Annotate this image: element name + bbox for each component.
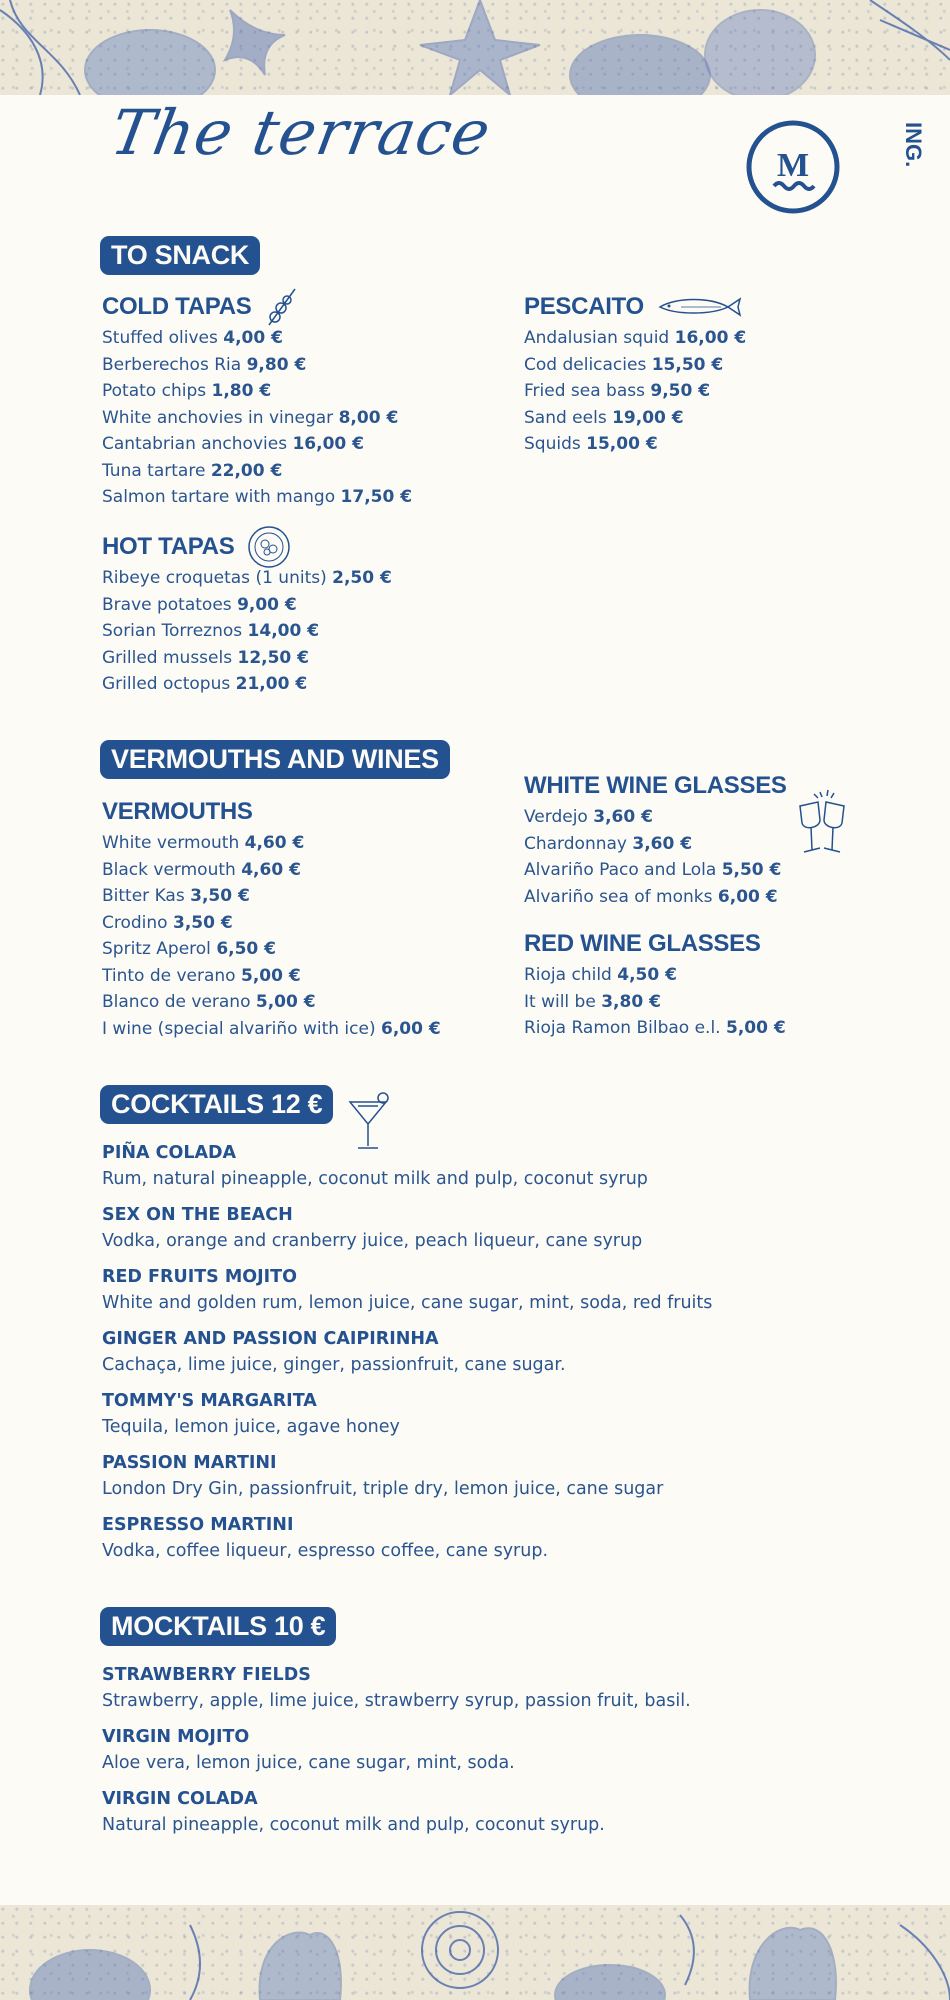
drink-name: PIÑA COLADA — [102, 1143, 237, 1163]
drink-item — [102, 1786, 605, 1838]
menu-item — [102, 458, 412, 485]
item-name: Brave potatoes — [102, 594, 232, 615]
item-price: 3,60 € — [593, 807, 653, 827]
menu-item — [102, 592, 392, 619]
item-price: 1,80 € — [211, 381, 272, 401]
menu-item — [102, 405, 412, 432]
item-name: Rioja child — [524, 965, 612, 985]
item-name: Chardonnay — [524, 833, 627, 854]
menu-item — [524, 325, 746, 352]
red-wine-block — [524, 929, 786, 1042]
section-cocktails: COCKTAILS 12 € — [100, 1085, 333, 1124]
item-name: Potato chips — [102, 381, 207, 401]
menu-item — [102, 857, 441, 884]
item-price: 4,50 € — [617, 965, 677, 985]
drink-name: RED FRUITS MOJITO — [102, 1267, 297, 1287]
item-price: 4,60 € — [241, 859, 301, 880]
menu-item — [102, 352, 412, 379]
cold-tapas-title: COLD TAPAS — [102, 292, 412, 322]
item-price: 16,00 € — [292, 434, 364, 454]
brand-logo — [744, 118, 842, 220]
drink-name: PASSION MARTINI — [102, 1453, 277, 1473]
menu-item — [102, 830, 441, 857]
item-price: 19,00 € — [612, 407, 684, 428]
item-name: Cod delicacies — [524, 354, 647, 375]
wine-glasses-toast-icon — [790, 786, 856, 858]
item-price: 3,80 € — [601, 991, 661, 1012]
item-price: 3,50 € — [172, 912, 233, 933]
menu-item — [524, 804, 787, 831]
seashell-pattern-bottom — [0, 1905, 950, 2000]
item-name: Alvariño sea of monks — [524, 886, 713, 907]
drink-name: VIRGIN COLADA — [102, 1789, 258, 1809]
item-price: 6,00 € — [717, 886, 778, 907]
menu-item — [524, 405, 746, 432]
item-name: Tinto de verano — [102, 965, 236, 986]
drink-name: SEX ON THE BEACH — [102, 1205, 293, 1225]
item-name: Ribeye croquetas (1 units) — [102, 568, 327, 588]
drink-description: Cachaça, lime juice, ginger, passionfruit, cane sugar. — [102, 1355, 566, 1375]
drink-description: Vodka, coffee liqueur, espresso coffee, cane syrup. — [102, 1541, 549, 1561]
menu-item — [102, 325, 412, 352]
bottom-decorative-band — [0, 1905, 950, 2000]
drink-description: Rum, natural pineapple, coconut milk and pulp, coconut syrup — [102, 1169, 648, 1189]
drink-description: White and golden rum, lemon juice, cane sugar, mint, soda, red fruits — [102, 1293, 713, 1313]
item-name: Bitter Kas — [102, 886, 185, 906]
item-name: It will be — [524, 991, 596, 1012]
drink-description: Strawberry, apple, lime juice, strawberry syrup, passion fruit, basil. — [102, 1691, 691, 1711]
item-price: 5,00 € — [241, 965, 301, 986]
seashell-pattern-top — [0, 0, 950, 95]
item-price: 22,00 € — [210, 460, 283, 481]
item-name: Alvariño Paco and Lola — [524, 860, 717, 880]
drink-name: VIRGIN MOJITO — [102, 1727, 250, 1747]
fish-icon — [656, 295, 742, 319]
item-price: 6,50 € — [216, 939, 277, 959]
menu-item — [102, 671, 392, 698]
item-price: 9,50 € — [650, 381, 711, 401]
white-wine-title: WHITE WINE GLASSES — [524, 772, 787, 799]
menu-item — [102, 618, 392, 645]
item-name: Sorian Torreznos — [102, 621, 243, 641]
drink-description: London Dry Gin, passionfruit, triple dry, lemon juice, cane sugar — [102, 1479, 664, 1499]
item-name: White anchovies in vinegar — [102, 407, 334, 428]
item-name: I wine (special alvariño with ice) — [102, 1018, 376, 1039]
menu-item — [102, 378, 412, 405]
pescaito-block — [524, 292, 746, 458]
item-name: Grilled mussels — [102, 647, 233, 668]
white-wine-block — [524, 771, 787, 910]
item-name: Grilled octopus — [102, 674, 231, 694]
item-price: 8,00 € — [338, 407, 399, 428]
menu-item — [102, 431, 412, 458]
top-decorative-band — [0, 0, 950, 95]
menu-item — [102, 565, 392, 592]
menu-item — [524, 989, 786, 1016]
item-name: Squids — [524, 434, 581, 454]
item-name: Salmon tartare with mango — [102, 487, 336, 507]
item-name: Fried sea bass — [524, 381, 645, 401]
drink-item — [102, 1388, 400, 1440]
item-name: Blanco de verano — [102, 992, 251, 1012]
item-name: Stuffed olives — [102, 328, 218, 348]
item-price: 3,60 € — [632, 833, 693, 854]
menu-item — [524, 857, 787, 884]
item-name: Crodino — [102, 912, 168, 933]
drink-item — [102, 1264, 712, 1316]
drink-description: Natural pineapple, coconut milk and pulp, coconut syrup. — [102, 1815, 605, 1835]
item-price: 14,00 € — [247, 621, 320, 641]
hot-tapas-title: HOT TAPAS — [102, 532, 392, 562]
language-selector[interactable]: ING. — [901, 122, 926, 168]
drink-item — [102, 1512, 548, 1564]
drink-item — [102, 1202, 642, 1254]
menu-item — [524, 831, 787, 858]
menu-item — [524, 352, 746, 379]
drink-item — [102, 1450, 663, 1502]
vermouths-block — [102, 797, 441, 1042]
item-price: 4,60 € — [244, 833, 305, 853]
item-price: 4,00 € — [223, 328, 283, 348]
item-price: 15,50 € — [651, 354, 724, 375]
menu-item — [102, 989, 441, 1016]
plate-icon — [246, 524, 292, 570]
menu-item — [524, 884, 787, 911]
drink-description: Tequila, lemon juice, agave honey — [102, 1417, 400, 1437]
page-title: The terrace — [105, 96, 497, 169]
item-price: 9,80 € — [246, 354, 307, 375]
menu-item — [102, 963, 441, 990]
menu-item — [524, 962, 786, 989]
menu-item — [102, 910, 441, 937]
item-name: Verdejo — [524, 807, 588, 827]
item-price: 17,50 € — [340, 487, 413, 507]
skewer-icon — [263, 285, 299, 329]
section-mocktails: MOCKTAILS 10 € — [100, 1607, 336, 1646]
drink-description: Aloe vera, lemon juice, cane sugar, mint, soda. — [102, 1753, 515, 1773]
item-price: 5,00 € — [255, 992, 316, 1012]
menu-item — [102, 1016, 441, 1043]
menu-item — [102, 645, 392, 672]
drink-item — [102, 1724, 515, 1776]
item-name: Andalusian squid — [524, 328, 670, 348]
drink-item — [102, 1662, 691, 1714]
section-to-snack: TO SNACK — [100, 236, 260, 275]
item-price: 15,00 € — [586, 434, 658, 454]
item-price: 21,00 € — [235, 674, 308, 694]
hot-tapas-block — [102, 532, 392, 698]
menu-item — [102, 883, 441, 910]
section-vermouths-and-wines: VERMOUTHS AND WINES — [100, 740, 450, 779]
item-price: 5,50 € — [721, 860, 782, 880]
drink-name: TOMMY'S MARGARITA — [102, 1391, 317, 1411]
item-price: 6,00 € — [380, 1018, 441, 1039]
item-price: 9,00 € — [237, 594, 297, 615]
item-name: Cantabrian anchovies — [102, 434, 288, 454]
menu-item — [102, 484, 412, 511]
item-name: Black vermouth — [102, 859, 236, 880]
item-price: 5,00 € — [726, 1018, 786, 1038]
pescaito-title: PESCAITO — [524, 292, 746, 322]
item-price: 16,00 € — [674, 328, 747, 348]
drink-name: STRAWBERRY FIELDS — [102, 1665, 311, 1685]
item-name: Sand eels — [524, 407, 607, 428]
vermouths-title: VERMOUTHS — [102, 798, 253, 825]
menu-item — [524, 431, 746, 458]
item-name: Berberechos Ria — [102, 354, 242, 375]
drink-item — [102, 1326, 566, 1378]
menu-item — [524, 1015, 786, 1042]
svg-text:M: M — [776, 147, 810, 184]
drink-item — [102, 1140, 648, 1192]
item-name: Tuna tartare — [102, 460, 206, 481]
menu-item — [524, 378, 746, 405]
item-price: 3,50 € — [190, 886, 250, 906]
red-wine-title: RED WINE GLASSES — [524, 930, 761, 957]
cold-tapas-block — [102, 292, 412, 511]
drink-description: Vodka, orange and cranberry juice, peach liqueur, cane syrup — [102, 1231, 643, 1251]
item-name: Spritz Aperol — [102, 939, 211, 959]
drink-name: ESPRESSO MARTINI — [102, 1515, 294, 1535]
item-price: 2,50 € — [332, 568, 392, 588]
item-price: 12,50 € — [237, 647, 310, 668]
drink-name: GINGER AND PASSION CAIPIRINHA — [102, 1329, 439, 1349]
menu-item — [102, 936, 441, 963]
item-name: White vermouth — [102, 833, 240, 853]
item-name: Rioja Ramon Bilbao e.l. — [524, 1018, 721, 1038]
